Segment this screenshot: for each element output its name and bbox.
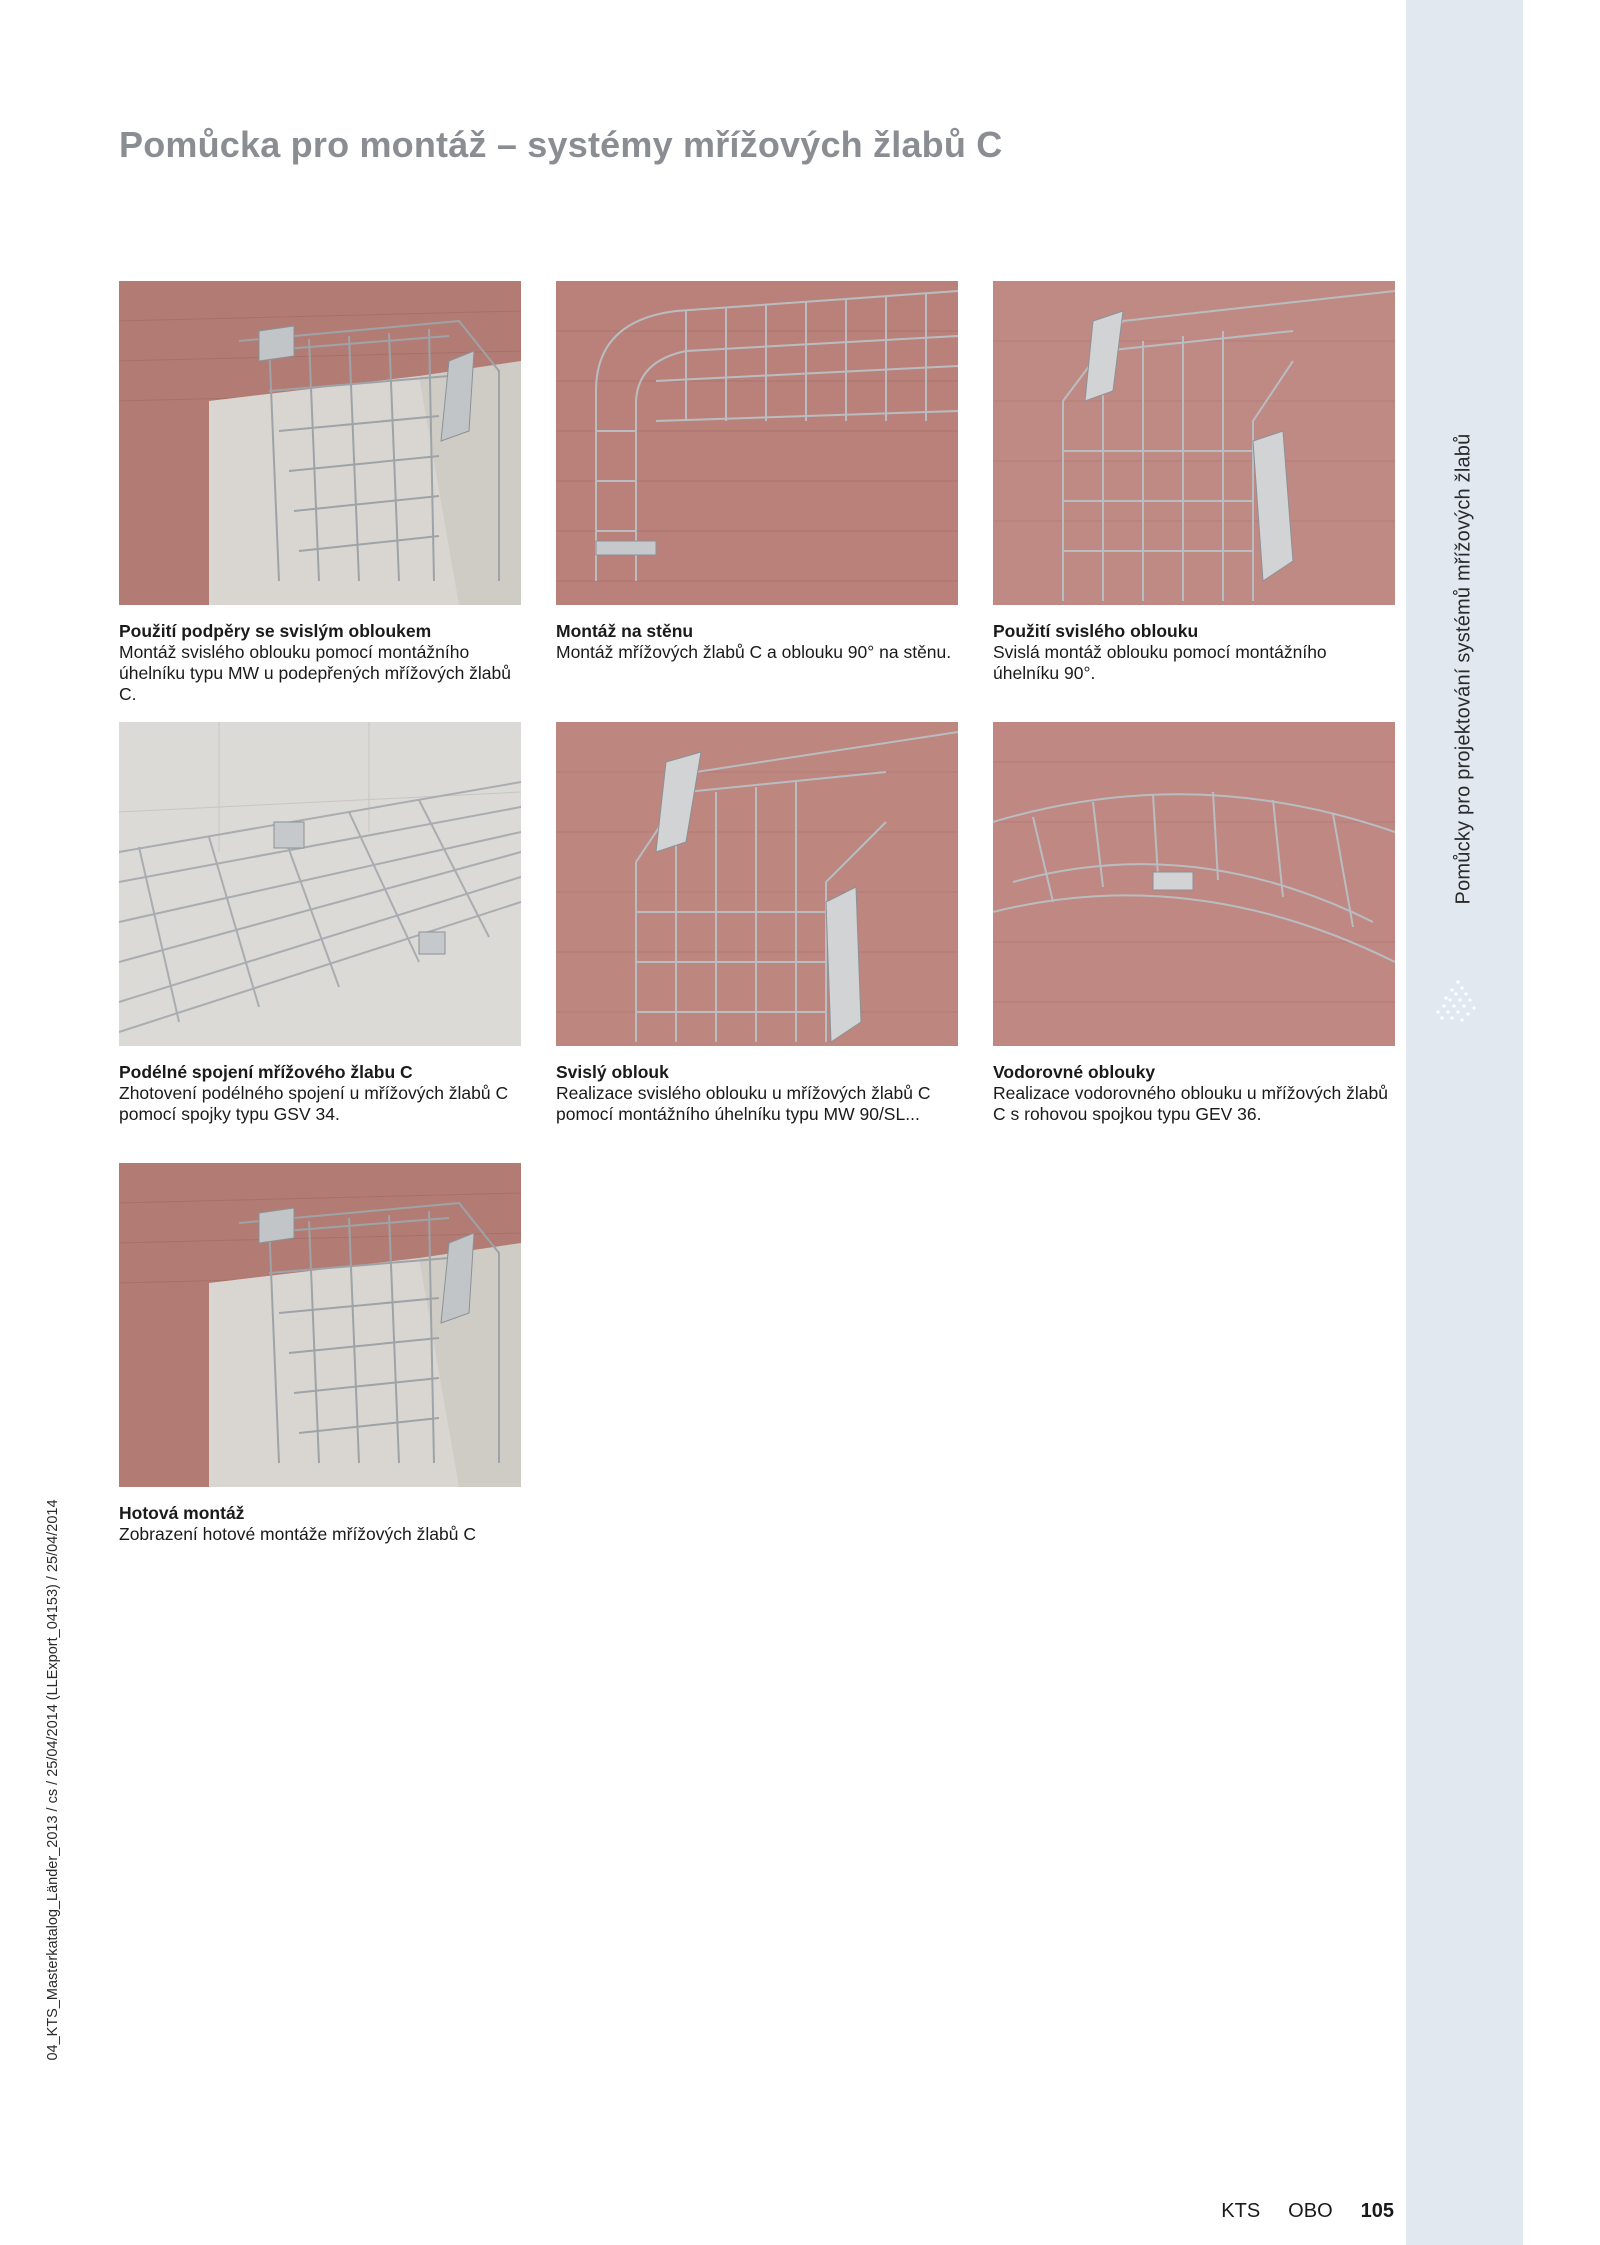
item-title: Hotová montáž (119, 1503, 245, 1523)
item-title: Použití podpěry se svislým obloukem (119, 621, 432, 641)
sidebar-label-text: Pomůcky pro projektování systémů mřížových žlabů (1452, 433, 1475, 905)
dot-pattern-icon (1430, 960, 1490, 1030)
item-title: Vodorovné oblouky (993, 1062, 1156, 1082)
item-card (556, 722, 958, 1125)
footer-brand-obo: OBO (1288, 2200, 1333, 2222)
item-title: Podélné spojení mřížového žlabu C (119, 1062, 413, 1082)
item-text: Montáž mřížových žlabů C a oblouku 90° na stěnu. (556, 642, 952, 662)
item-text: Svislá montáž oblouku pomocí montážního úhelníku 90°. (993, 642, 1327, 683)
photo-support-vertical-bend (119, 281, 521, 605)
item-title: Svislý oblouk (556, 1062, 669, 1082)
sidebar-band (1406, 0, 1523, 2245)
item-title: Použití svislého oblouku (993, 621, 1199, 641)
print-metadata-text: 04_KTS_Masterkatalog_Länder_2013 / cs / 25/04/2014 (LLExport_04153) / 25/04/2014 (45, 1499, 61, 2061)
photo-vertical-bend (556, 722, 958, 1046)
item-card (556, 281, 958, 663)
item-card (993, 281, 1395, 684)
page-footer (1221, 2200, 1394, 2223)
item-card (119, 722, 521, 1125)
print-metadata (40, 1490, 66, 2070)
item-text: Realizace svislého oblouku u mřížových žlabů C pomocí montážního úhelníku typu MW 90/SL... (556, 1083, 931, 1124)
photo-finished-installation (119, 1163, 521, 1487)
item-text: Montáž svislého oblouku pomocí montážního úhelníku typu MW u podepřených mřížových žlabů C. (119, 642, 511, 704)
page-number: 105 (1360, 2200, 1394, 2222)
sidebar-label (1448, 412, 1480, 926)
item-text: Realizace vodorovného oblouku u mřížových žlabů C s rohovou spojkou typu GEV 36. (993, 1083, 1388, 1124)
photo-longitudinal-joint (119, 722, 521, 1046)
item-card (119, 281, 521, 705)
item-card (119, 1163, 521, 1545)
item-card (993, 722, 1395, 1125)
photo-vertical-bend-use (993, 281, 1395, 605)
footer-brand-kts: KTS (1221, 2200, 1261, 2222)
page-title: Pomůcka pro montáž – systémy mřížových žlabů C (119, 124, 1003, 165)
item-title: Montáž na stěnu (556, 621, 694, 641)
item-text: Zobrazení hotové montáže mřížových žlabů C (119, 1524, 476, 1544)
item-text: Zhotovení podélného spojení u mřížových žlabů C pomocí spojky typu GSV 34. (119, 1083, 509, 1124)
photo-wall-mounting (556, 281, 958, 605)
photo-horizontal-bends (993, 722, 1395, 1046)
